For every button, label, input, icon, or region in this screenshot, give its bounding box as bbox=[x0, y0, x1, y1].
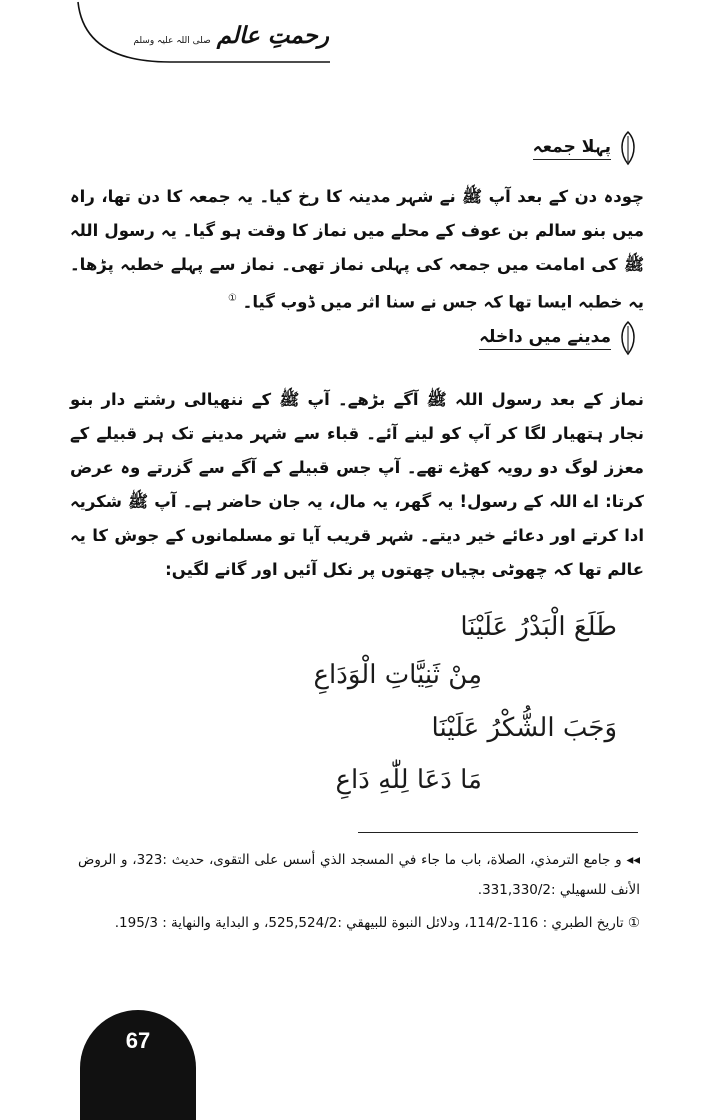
footnote-marker: ① bbox=[627, 915, 640, 931]
footnote-text: تاريخ الطبري : 116-114/2، ودلائل النبوة للبيهقي :525,524/2، و البداية والنهاية : 195/3. bbox=[114, 915, 624, 931]
section-heading-text: مدینے میں داخلہ bbox=[479, 326, 611, 350]
poem-line-3: وَجَبَ الشُّكْرُ عَلَيْنَا bbox=[431, 713, 617, 743]
footnote-reference: ① bbox=[227, 293, 237, 304]
paragraph-text: نماز کے بعد رسول اللہ ﷺ آگے بڑھے۔ آپ ﷺ کے ننھیالی رشتے دار بنو نجار ہتھیار لگا کر آپ کو لینے آئے۔ قباء سے شہر مدینے تک ہر قبیلے کے معزز لوگ دو رویہ کھڑے تھے۔ آپ جس قبیلے کے آگے سے گزرتے وہ عرض کرتا: اے اللہ کے رسول! یہ گھر، یہ مال، یہ جان حاضر ہے۔ آپ ﷺ شکریہ ادا کرتے اور دعائے خیر دیتے۔ شہر قریب آیا تو مسلمانوں کے جوش کا یہ عالم تھا کہ چھوٹی بچیاں چھتوں پر نکل آئیں اور گانے لگیں: bbox=[70, 390, 644, 579]
footnote-marker: ◂◂ bbox=[626, 852, 640, 868]
poem-line-2: مِنْ ثَنِيَّاتِ الْوَدَاعِ bbox=[313, 660, 482, 690]
footnote-text: و جامع الترمذي، الصلاة، باب ما جاء في المسجد الذي أسس على التقوى، حديث :323، و الروض الأنف للسهيلي :331,330/2. bbox=[78, 852, 640, 898]
footnote-divider bbox=[358, 832, 638, 833]
page-number: 67 bbox=[125, 1028, 151, 1053]
poem-line-4: مَا دَعَا لِلّٰهِ دَاعِ bbox=[335, 765, 482, 795]
page-number-tab bbox=[80, 1010, 196, 1120]
footnote-1 bbox=[78, 845, 640, 905]
salutation-text: صلی اللہ علیہ وسلم bbox=[133, 36, 211, 46]
running-title: رحمتِ عالم bbox=[216, 22, 329, 49]
section-heading-text: پہلا جمعہ bbox=[533, 136, 611, 160]
poem-line-1: طَلَعَ الْبَدْرُ عَلَيْنَا bbox=[460, 612, 617, 642]
footnote-2 bbox=[78, 908, 640, 938]
header-ornament-curve bbox=[0, 0, 717, 80]
section-heading-entering-madina bbox=[479, 320, 637, 356]
section-heading-first-friday bbox=[533, 130, 637, 166]
running-header bbox=[133, 22, 329, 49]
leaf-ornament-icon bbox=[619, 320, 637, 356]
paragraph-text: چودہ دن کے بعد آپ ﷺ نے شہر مدینہ کا رخ کیا۔ یہ جمعہ کا دن تھا، راہ میں بنو سالم بن عوف کے محلے میں نماز کا وقت ہو گیا۔ یہ رسول اللہ ﷺ کی امامت میں جمعہ کی پہلی نماز تھی۔ نماز سے پہلے خطبہ پڑھا۔ یہ خطبہ ایسا تھا کہ جس نے سنا اثر میں ڈوب گیا۔ bbox=[70, 187, 644, 312]
leaf-ornament-icon bbox=[619, 130, 637, 166]
paragraph-entering-madina bbox=[70, 383, 644, 587]
paragraph-first-friday bbox=[70, 180, 644, 320]
